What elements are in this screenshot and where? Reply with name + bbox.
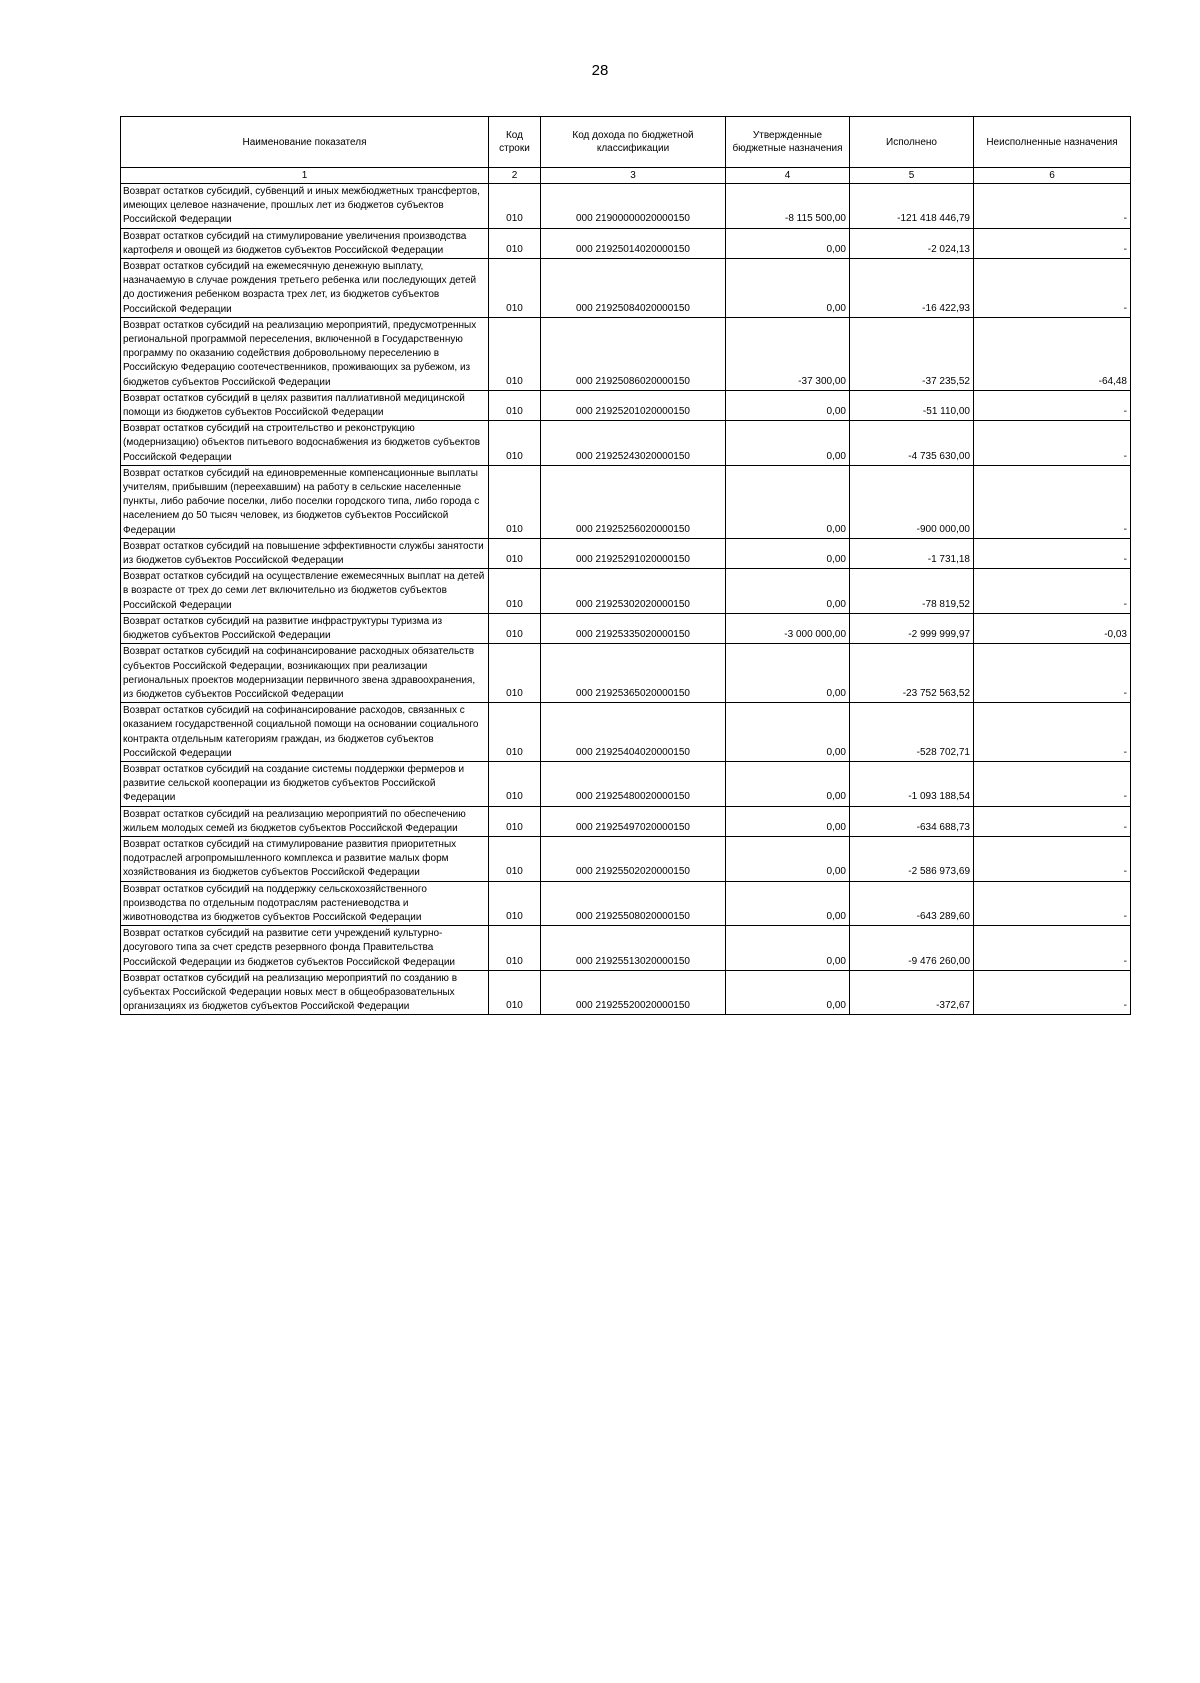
line-code-cell: 010: [489, 228, 541, 258]
approved-amount-cell: 0,00: [726, 538, 850, 568]
unexecuted-amount-cell: -64,48: [974, 317, 1131, 390]
executed-amount-cell: -9 476 260,00: [850, 926, 974, 971]
line-code-cell: 010: [489, 761, 541, 806]
header-executed: Исполнено: [850, 117, 974, 168]
revenue-code-cell: 000 21900000020000150: [541, 184, 726, 229]
unexecuted-amount-cell: -: [974, 806, 1131, 836]
approved-amount-cell: 0,00: [726, 259, 850, 318]
line-code-cell: 010: [489, 836, 541, 881]
line-code-cell: 010: [489, 806, 541, 836]
table-row: [121, 390, 1131, 420]
executed-amount-cell: -4 735 630,00: [850, 421, 974, 466]
line-code-cell: 010: [489, 465, 541, 538]
unexecuted-amount-cell: -: [974, 761, 1131, 806]
unexecuted-amount-cell: -: [974, 881, 1131, 926]
table-row: [121, 703, 1131, 762]
unexecuted-amount-cell: -: [974, 228, 1131, 258]
column-number: 4: [726, 168, 850, 184]
executed-amount-cell: -51 110,00: [850, 390, 974, 420]
executed-amount-cell: -900 000,00: [850, 465, 974, 538]
line-code-cell: 010: [489, 613, 541, 643]
indicator-name-cell: Возврат остатков субсидий, субвенций и иных межбюджетных трансфертов, имеющих целевое назначение, прошлых лет из бюджетов субъектов Российской Федерации: [121, 184, 489, 229]
indicator-name-cell: Возврат остатков субсидий на развитие сети учреждений культурно-досугового типа за счет средств резервного фонда Правительства Российской Федерации из бюджетов субъектов Российской Федерации: [121, 926, 489, 971]
table-row: [121, 970, 1131, 1015]
table-row: [121, 926, 1131, 971]
unexecuted-amount-cell: -: [974, 926, 1131, 971]
revenue-code-cell: 000 21925256020000150: [541, 465, 726, 538]
report-table: [120, 116, 1131, 1015]
table-row: [121, 259, 1131, 318]
table-row: [121, 806, 1131, 836]
approved-amount-cell: 0,00: [726, 761, 850, 806]
line-code-cell: 010: [489, 317, 541, 390]
executed-amount-cell: -37 235,52: [850, 317, 974, 390]
executed-amount-cell: -528 702,71: [850, 703, 974, 762]
line-code-cell: 010: [489, 970, 541, 1015]
approved-amount-cell: 0,00: [726, 806, 850, 836]
table-row: [121, 421, 1131, 466]
unexecuted-amount-cell: -: [974, 259, 1131, 318]
table-row: [121, 761, 1131, 806]
indicator-name-cell: Возврат остатков субсидий на реализацию мероприятий по обеспечению жильем молодых семей из бюджетов субъектов Российской Федерации: [121, 806, 489, 836]
executed-amount-cell: -1 093 188,54: [850, 761, 974, 806]
executed-amount-cell: -2 024,13: [850, 228, 974, 258]
unexecuted-amount-cell: -: [974, 703, 1131, 762]
revenue-code-cell: 000 21925513020000150: [541, 926, 726, 971]
column-number: 5: [850, 168, 974, 184]
unexecuted-amount-cell: -: [974, 569, 1131, 614]
indicator-name-cell: Возврат остатков субсидий на осуществление ежемесячных выплат на детей в возрасте от трех до семи лет включительно из бюджетов субъектов Российской Федерации: [121, 569, 489, 614]
approved-amount-cell: 0,00: [726, 390, 850, 420]
approved-amount-cell: 0,00: [726, 970, 850, 1015]
line-code-cell: 010: [489, 538, 541, 568]
indicator-name-cell: Возврат остатков субсидий на реализацию мероприятий, предусмотренных региональной программой переселения, включенной в Государственную программу по оказанию содействия добровольному переселению в Российскую Федерацию соотечественников, проживающих за рубежом, из бюджетов субъектов Российской Федерации: [121, 317, 489, 390]
table-header: [121, 117, 1131, 168]
unexecuted-amount-cell: -: [974, 644, 1131, 703]
table-row: [121, 228, 1131, 258]
line-code-cell: 010: [489, 421, 541, 466]
unexecuted-amount-cell: -0,03: [974, 613, 1131, 643]
revenue-code-cell: 000 21925201020000150: [541, 390, 726, 420]
header-unexecuted: Неисполненные назначения: [974, 117, 1131, 168]
approved-amount-cell: 0,00: [726, 703, 850, 762]
revenue-code-cell: 000 21925497020000150: [541, 806, 726, 836]
line-code-cell: 010: [489, 569, 541, 614]
indicator-name-cell: Возврат остатков субсидий на реализацию мероприятий по созданию в субъектах Российской Федерации новых мест в общеобразовательных организациях из бюджетов субъектов Российской Федерации: [121, 970, 489, 1015]
revenue-code-cell: 000 21925335020000150: [541, 613, 726, 643]
table-row: [121, 613, 1131, 643]
revenue-code-cell: 000 21925086020000150: [541, 317, 726, 390]
executed-amount-cell: -372,67: [850, 970, 974, 1015]
table-row: [121, 538, 1131, 568]
header-revenue-code: Код дохода по бюджетной классификации: [541, 117, 726, 168]
revenue-code-cell: 000 21925508020000150: [541, 881, 726, 926]
table-row: [121, 465, 1131, 538]
table-row: [121, 836, 1131, 881]
page-number: 28: [591, 62, 609, 79]
line-code-cell: 010: [489, 184, 541, 229]
executed-amount-cell: -121 418 446,79: [850, 184, 974, 229]
executed-amount-cell: -78 819,52: [850, 569, 974, 614]
unexecuted-amount-cell: -: [974, 465, 1131, 538]
indicator-name-cell: Возврат остатков субсидий на строительство и реконструкцию (модернизацию) объектов питьевого водоснабжения из бюджетов субъектов Российской Федерации: [121, 421, 489, 466]
table-row: [121, 317, 1131, 390]
approved-amount-cell: 0,00: [726, 644, 850, 703]
column-number: 1: [121, 168, 489, 184]
indicator-name-cell: Возврат остатков субсидий на стимулирование развития приоритетных подотраслей агропромышленного комплекса и развитие малых форм хозяйствования из бюджетов субъектов Российской Федерации: [121, 836, 489, 881]
revenue-code-cell: 000 21925302020000150: [541, 569, 726, 614]
unexecuted-amount-cell: -: [974, 184, 1131, 229]
line-code-cell: 010: [489, 926, 541, 971]
column-number: 2: [489, 168, 541, 184]
unexecuted-amount-cell: -: [974, 538, 1131, 568]
header-indicator-name: Наименование показателя: [121, 117, 489, 168]
executed-amount-cell: -643 289,60: [850, 881, 974, 926]
line-code-cell: 010: [489, 390, 541, 420]
executed-amount-cell: -2 586 973,69: [850, 836, 974, 881]
header-line-code: Код строки: [489, 117, 541, 168]
unexecuted-amount-cell: -: [974, 390, 1131, 420]
executed-amount-cell: -1 731,18: [850, 538, 974, 568]
column-number: 3: [541, 168, 726, 184]
approved-amount-cell: 0,00: [726, 421, 850, 466]
line-code-cell: 010: [489, 703, 541, 762]
unexecuted-amount-cell: -: [974, 836, 1131, 881]
revenue-code-cell: 000 21925404020000150: [541, 703, 726, 762]
approved-amount-cell: 0,00: [726, 465, 850, 538]
indicator-name-cell: Возврат остатков субсидий на стимулирование увеличения производства картофеля и овощей из бюджетов субъектов Российской Федерации: [121, 228, 489, 258]
indicator-name-cell: Возврат остатков субсидий на поддержку сельскохозяйственного производства по отдельным подотраслям растениеводства и животноводства из бюджетов субъектов Российской Федерации: [121, 881, 489, 926]
approved-amount-cell: 0,00: [726, 228, 850, 258]
indicator-name-cell: Возврат остатков субсидий на единовременные компенсационные выплаты учителям, прибывшим (переехавшим) на работу в сельские населенные пункты, либо рабочие поселки, либо поселки городского типа, либо города с населением до 50 тысяч человек, из бюджетов субъектов Российской Федерации: [121, 465, 489, 538]
revenue-code-cell: 000 21925480020000150: [541, 761, 726, 806]
indicator-name-cell: Возврат остатков субсидий на ежемесячную денежную выплату, назначаемую в случае рождения третьего ребенка или последующих детей до достижения ребенком возраста трех лет, из бюджетов субъектов Российской Федерации: [121, 259, 489, 318]
revenue-code-cell: 000 21925243020000150: [541, 421, 726, 466]
executed-amount-cell: -23 752 563,52: [850, 644, 974, 703]
indicator-name-cell: Возврат остатков субсидий на софинансирование расходных обязательств субъектов Российской Федерации, возникающих при реализации региональных проектов модернизации первичного звена здравоохранения, из бюджетов субъектов Российской Федерации: [121, 644, 489, 703]
table-row: [121, 644, 1131, 703]
unexecuted-amount-cell: -: [974, 970, 1131, 1015]
line-code-cell: 010: [489, 644, 541, 703]
approved-amount-cell: -3 000 000,00: [726, 613, 850, 643]
indicator-name-cell: Возврат остатков субсидий в целях развития паллиативной медицинской помощи из бюджетов субъектов Российской Федерации: [121, 390, 489, 420]
revenue-code-cell: 000 21925014020000150: [541, 228, 726, 258]
line-code-cell: 010: [489, 259, 541, 318]
indicator-name-cell: Возврат остатков субсидий на повышение эффективности службы занятости из бюджетов субъектов Российской Федерации: [121, 538, 489, 568]
approved-amount-cell: 0,00: [726, 881, 850, 926]
column-number: 6: [974, 168, 1131, 184]
revenue-code-cell: 000 21925520020000150: [541, 970, 726, 1015]
approved-amount-cell: -8 115 500,00: [726, 184, 850, 229]
indicator-name-cell: Возврат остатков субсидий на создание системы поддержки фермеров и развитие сельской кооперации из бюджетов субъектов Российской Федерации: [121, 761, 489, 806]
approved-amount-cell: 0,00: [726, 836, 850, 881]
line-code-cell: 010: [489, 881, 541, 926]
indicator-name-cell: Возврат остатков субсидий на развитие инфраструктуры туризма из бюджетов субъектов Российской Федерации: [121, 613, 489, 643]
revenue-code-cell: 000 21925084020000150: [541, 259, 726, 318]
approved-amount-cell: 0,00: [726, 926, 850, 971]
unexecuted-amount-cell: -: [974, 421, 1131, 466]
revenue-code-cell: 000 21925502020000150: [541, 836, 726, 881]
approved-amount-cell: 0,00: [726, 569, 850, 614]
column-numbers-row: [121, 168, 1131, 184]
executed-amount-cell: -2 999 999,97: [850, 613, 974, 643]
approved-amount-cell: -37 300,00: [726, 317, 850, 390]
header-approved: Утвержденные бюджетные назначения: [726, 117, 850, 168]
revenue-code-cell: 000 21925291020000150: [541, 538, 726, 568]
indicator-name-cell: Возврат остатков субсидий на софинансирование расходов, связанных с оказанием государственной социальной помощи на основании социального контракта отдельным категориям граждан, из бюджетов субъектов Российской Федерации: [121, 703, 489, 762]
table-row: [121, 881, 1131, 926]
revenue-code-cell: 000 21925365020000150: [541, 644, 726, 703]
table-row: [121, 569, 1131, 614]
table-body: [121, 184, 1131, 1015]
executed-amount-cell: -16 422,93: [850, 259, 974, 318]
table-row: [121, 184, 1131, 229]
executed-amount-cell: -634 688,73: [850, 806, 974, 836]
